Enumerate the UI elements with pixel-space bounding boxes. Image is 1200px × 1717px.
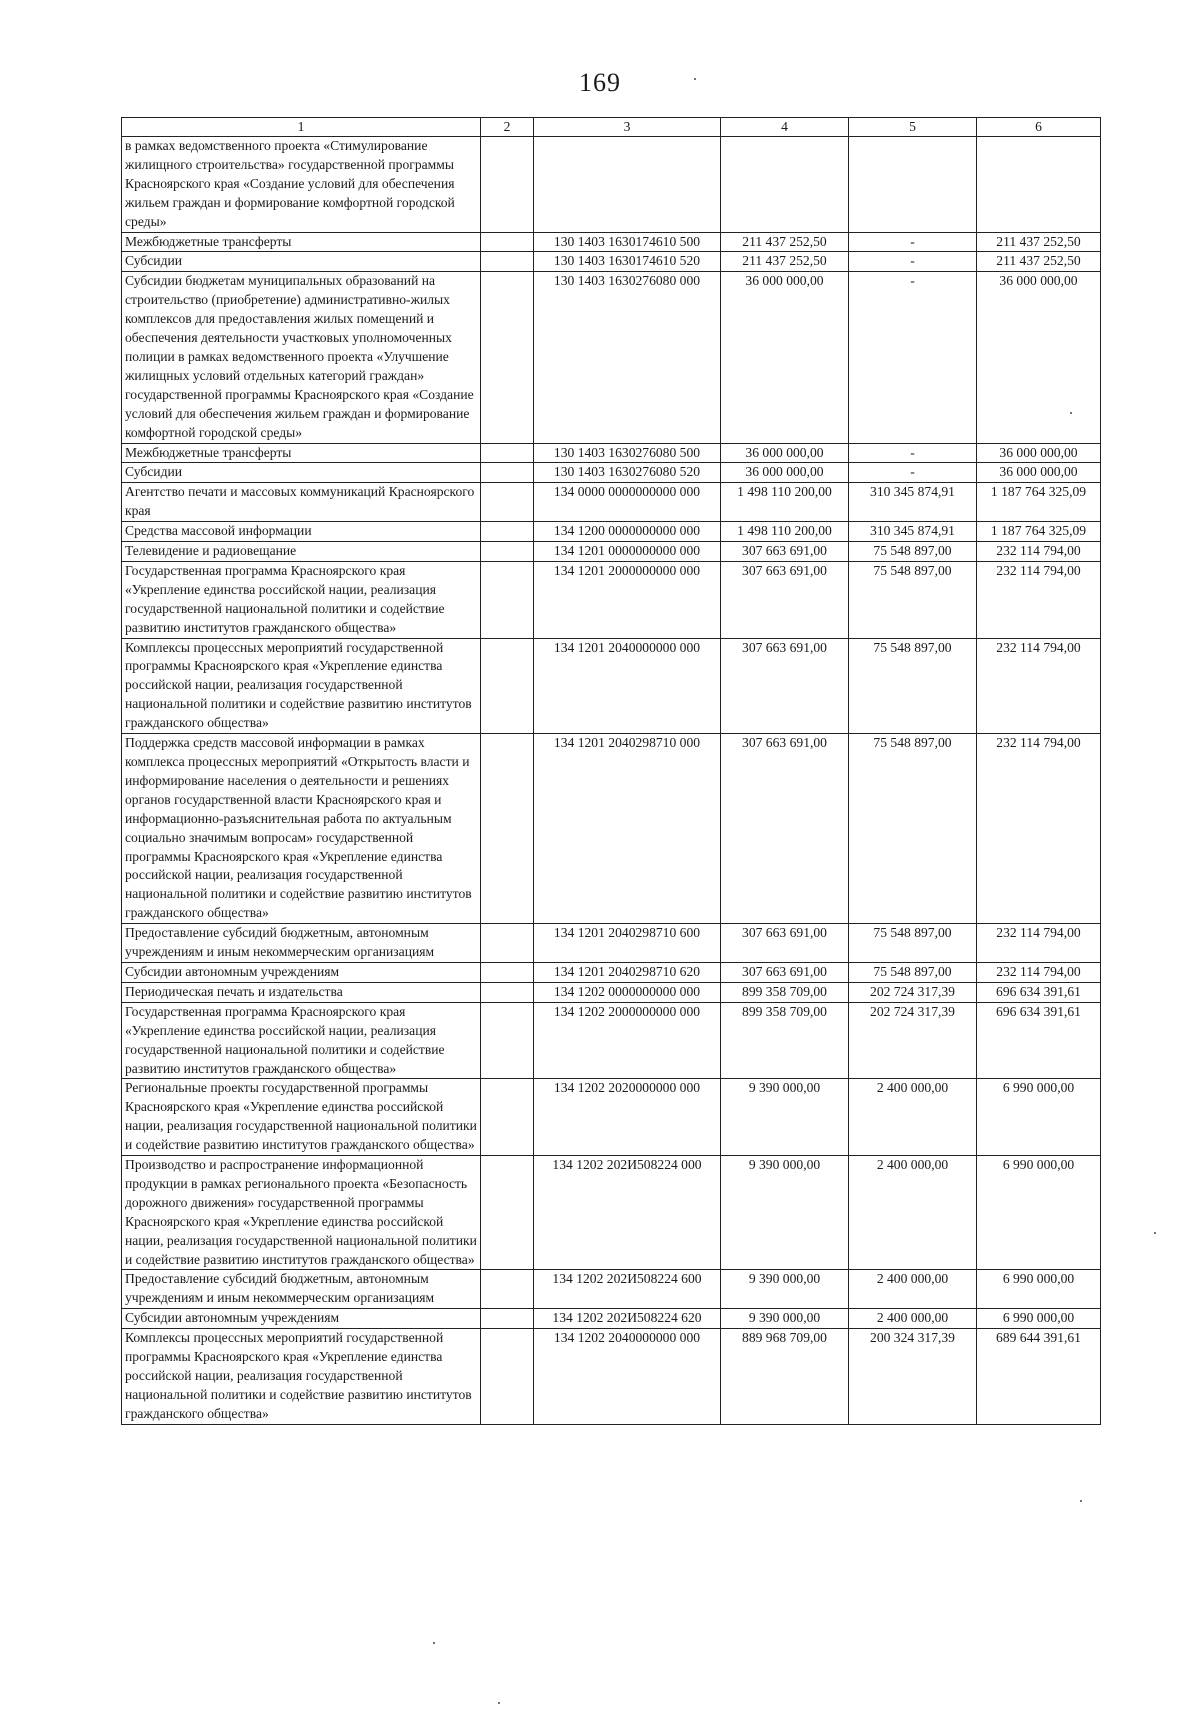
row-amount-column-5-cell: 75 548 897,00 [849,638,977,734]
table-row [122,483,1101,522]
row-amount-column-6-cell: 232 114 794,00 [977,962,1101,982]
row-amount-column-5-cell: - [849,252,977,272]
row-column-2-cell [481,1309,534,1329]
table-row [122,561,1101,638]
row-name-cell: Комплексы процессных мероприятий государственной программы Красноярского края «Укрепление единства российской нации, реализация государственной национальной политики и содействие развитию институтов гражданского общества» [122,638,481,734]
row-amount-column-4-cell: 211 437 252,50 [721,252,849,272]
row-budget-code-cell: 130 1403 1630174610 520 [534,252,721,272]
row-amount-column-4-cell: 307 663 691,00 [721,734,849,924]
row-amount-column-4-cell [721,137,849,233]
row-amount-column-6-cell: 6 990 000,00 [977,1270,1101,1309]
row-column-2-cell [481,1270,534,1309]
row-amount-column-4-cell: 307 663 691,00 [721,924,849,963]
row-column-2-cell [481,272,534,443]
row-budget-code-cell: 134 1200 0000000000 000 [534,522,721,542]
table-row [122,137,1101,233]
row-budget-code-cell: 134 1201 2040298710 620 [534,962,721,982]
row-column-2-cell [481,1002,534,1079]
row-amount-column-5-cell: - [849,443,977,463]
row-budget-code-cell: 134 0000 0000000000 000 [534,483,721,522]
row-amount-column-5-cell: 310 345 874,91 [849,483,977,522]
row-name-cell: Предоставление субсидий бюджетным, автономным учреждениям и иным некоммерческим организациям [122,924,481,963]
row-column-2-cell [481,982,534,1002]
row-budget-code-cell: 134 1202 2040000000 000 [534,1329,721,1425]
scan-speck [694,78,696,80]
row-name-cell: Субсидии [122,252,481,272]
row-amount-column-5-cell: 310 345 874,91 [849,522,977,542]
table-row [122,272,1101,443]
row-amount-column-4-cell: 307 663 691,00 [721,542,849,562]
table-row [122,1002,1101,1079]
table-row [122,252,1101,272]
row-name-cell: Поддержка средств массовой информации в рамках комплекса процессных мероприятий «Открытость власти и информирование населения о деятельности и решениях органов государственной власти Красноярского края и информационно-разъяснительная работа по актуальным социально значимым вопросам» государственной программы Красноярского края «Укрепление единства российской нации, реализация государственной национальной политики и содействие развитию институтов гражданского общества» [122,734,481,924]
table-row [122,1309,1101,1329]
row-amount-column-6-cell: 696 634 391,61 [977,982,1101,1002]
row-name-cell: Телевидение и радиовещание [122,542,481,562]
row-amount-column-4-cell: 307 663 691,00 [721,962,849,982]
column-header-5: 5 [849,118,977,137]
row-amount-column-5-cell: - [849,272,977,443]
row-amount-column-5-cell: 202 724 317,39 [849,982,977,1002]
row-amount-column-4-cell: 9 390 000,00 [721,1270,849,1309]
row-budget-code-cell: 134 1202 2000000000 000 [534,1002,721,1079]
table-row [122,734,1101,924]
row-name-cell: Региональные проекты государственной программы Красноярского края «Укрепление единства российской нации, реализация государственной национальной политики и содействие развитию институтов гражданского общества» [122,1079,481,1156]
row-budget-code-cell: 134 1201 0000000000 000 [534,542,721,562]
row-column-2-cell [481,483,534,522]
row-amount-column-5-cell [849,137,977,233]
page-number: 169 [579,68,621,97]
scan-speck [433,1642,435,1644]
row-amount-column-6-cell: 36 000 000,00 [977,463,1101,483]
row-amount-column-6-cell: 232 114 794,00 [977,924,1101,963]
row-budget-code-cell: 134 1201 2040298710 000 [534,734,721,924]
row-column-2-cell [481,252,534,272]
column-header-3: 3 [534,118,721,137]
row-amount-column-5-cell: 2 400 000,00 [849,1156,977,1270]
table-row [122,1329,1101,1425]
table-row [122,982,1101,1002]
table-row [122,1270,1101,1309]
row-amount-column-5-cell: 75 548 897,00 [849,561,977,638]
row-column-2-cell [481,638,534,734]
row-name-cell: Комплексы процессных мероприятий государственной программы Красноярского края «Укрепление единства российской нации, реализация государственной национальной политики и содействие развитию институтов гражданского общества» [122,1329,481,1425]
row-amount-column-4-cell: 211 437 252,50 [721,232,849,252]
row-amount-column-6-cell: 36 000 000,00 [977,443,1101,463]
row-amount-column-6-cell: 232 114 794,00 [977,542,1101,562]
row-name-cell: в рамках ведомственного проекта «Стимулирование жилищного строительства» государственной программы Красноярского края «Создание условий для обеспечения жильем граждан и формирование комфортной городской среды» [122,137,481,233]
column-header-4: 4 [721,118,849,137]
row-budget-code-cell: 134 1201 2040298710 600 [534,924,721,963]
row-amount-column-4-cell: 307 663 691,00 [721,561,849,638]
row-column-2-cell [481,1329,534,1425]
row-budget-code-cell: 134 1201 2000000000 000 [534,561,721,638]
table-row [122,1156,1101,1270]
row-budget-code-cell: 130 1403 1630276080 000 [534,272,721,443]
row-amount-column-4-cell: 307 663 691,00 [721,638,849,734]
row-amount-column-6-cell: 232 114 794,00 [977,561,1101,638]
row-column-2-cell [481,137,534,233]
row-column-2-cell [481,443,534,463]
row-amount-column-4-cell: 9 390 000,00 [721,1309,849,1329]
row-name-cell: Субсидии [122,463,481,483]
row-amount-column-5-cell: 2 400 000,00 [849,1079,977,1156]
row-name-cell: Субсидии автономным учреждениям [122,962,481,982]
row-name-cell: Межбюджетные трансферты [122,443,481,463]
row-budget-code-cell: 134 1202 202И508224 000 [534,1156,721,1270]
row-amount-column-5-cell: 75 548 897,00 [849,924,977,963]
row-amount-column-6-cell [977,137,1101,233]
row-column-2-cell [481,1156,534,1270]
table-row [122,638,1101,734]
table-row [122,542,1101,562]
table-row [122,463,1101,483]
row-name-cell: Производство и распространение информационной продукции в рамках регионального проекта «Безопасность дорожного движения» государственной программы Красноярского края «Укрепление единства российской нации, реализация государственной национальной политики и содействие развитию институтов гражданского общества» [122,1156,481,1270]
row-amount-column-5-cell: 75 548 897,00 [849,542,977,562]
row-name-cell: Агентство печати и массовых коммуникаций Красноярского края [122,483,481,522]
scan-speck [1070,412,1072,414]
scan-speck [498,1702,500,1704]
row-amount-column-6-cell: 6 990 000,00 [977,1079,1101,1156]
budget-table [121,117,1101,1425]
table-row [122,1079,1101,1156]
row-column-2-cell [481,1079,534,1156]
row-column-2-cell [481,232,534,252]
row-amount-column-6-cell: 211 437 252,50 [977,232,1101,252]
table-row [122,522,1101,542]
row-name-cell: Предоставление субсидий бюджетным, автономным учреждениям и иным некоммерческим организациям [122,1270,481,1309]
table-row [122,232,1101,252]
table-row [122,443,1101,463]
row-column-2-cell [481,924,534,963]
scan-speck [1154,1232,1156,1234]
column-header-2: 2 [481,118,534,137]
table-row [122,924,1101,963]
row-budget-code-cell: 134 1202 202И508224 620 [534,1309,721,1329]
row-budget-code-cell: 130 1403 1630174610 500 [534,232,721,252]
scan-speck [1080,1500,1082,1502]
row-amount-column-4-cell: 9 390 000,00 [721,1156,849,1270]
row-column-2-cell [481,734,534,924]
row-name-cell: Государственная программа Красноярского края «Укрепление единства российской нации, реализация государственной национальной политики и содействие развитию институтов гражданского общества» [122,1002,481,1079]
row-amount-column-5-cell: - [849,463,977,483]
row-amount-column-4-cell: 899 358 709,00 [721,1002,849,1079]
column-header-6: 6 [977,118,1101,137]
row-amount-column-6-cell: 232 114 794,00 [977,734,1101,924]
row-name-cell: Средства массовой информации [122,522,481,542]
row-budget-code-cell [534,137,721,233]
row-amount-column-6-cell: 6 990 000,00 [977,1156,1101,1270]
row-amount-column-4-cell: 9 390 000,00 [721,1079,849,1156]
row-budget-code-cell: 134 1202 2020000000 000 [534,1079,721,1156]
row-amount-column-4-cell: 36 000 000,00 [721,463,849,483]
row-amount-column-6-cell: 6 990 000,00 [977,1309,1101,1329]
row-column-2-cell [481,962,534,982]
row-amount-column-6-cell: 696 634 391,61 [977,1002,1101,1079]
row-amount-column-5-cell: 75 548 897,00 [849,734,977,924]
row-column-2-cell [481,522,534,542]
row-amount-column-6-cell: 232 114 794,00 [977,638,1101,734]
row-name-cell: Субсидии автономным учреждениям [122,1309,481,1329]
row-amount-column-6-cell: 689 644 391,61 [977,1329,1101,1425]
row-name-cell: Государственная программа Красноярского края «Укрепление единства российской нации, реализация государственной национальной политики и содействие развитию институтов гражданского общества» [122,561,481,638]
row-name-cell: Периодическая печать и издательства [122,982,481,1002]
row-amount-column-5-cell: 2 400 000,00 [849,1309,977,1329]
row-budget-code-cell: 130 1403 1630276080 520 [534,463,721,483]
row-column-2-cell [481,463,534,483]
row-amount-column-5-cell: 202 724 317,39 [849,1002,977,1079]
row-amount-column-5-cell: - [849,232,977,252]
row-amount-column-4-cell: 36 000 000,00 [721,443,849,463]
row-amount-column-4-cell: 1 498 110 200,00 [721,483,849,522]
row-amount-column-4-cell: 1 498 110 200,00 [721,522,849,542]
row-budget-code-cell: 134 1202 202И508224 600 [534,1270,721,1309]
row-column-2-cell [481,542,534,562]
row-amount-column-6-cell: 1 187 764 325,09 [977,483,1101,522]
column-header-1: 1 [122,118,481,137]
row-budget-code-cell: 134 1202 0000000000 000 [534,982,721,1002]
row-name-cell: Межбюджетные трансферты [122,232,481,252]
row-amount-column-4-cell: 899 358 709,00 [721,982,849,1002]
row-amount-column-5-cell: 200 324 317,39 [849,1329,977,1425]
table-row [122,962,1101,982]
row-amount-column-6-cell: 1 187 764 325,09 [977,522,1101,542]
row-amount-column-4-cell: 36 000 000,00 [721,272,849,443]
row-column-2-cell [481,561,534,638]
row-name-cell: Субсидии бюджетам муниципальных образований на строительство (приобретение) административно-жилых комплексов для предоставления жилых помещений и обеспечения деятельности участковых уполномоченных полиции в рамках ведомственного проекта «Улучшение жилищных условий отдельных категорий граждан» государственной программы Красноярского края «Создание условий для обеспечения жильем граждан и формирование комфортной городской среды» [122,272,481,443]
row-budget-code-cell: 134 1201 2040000000 000 [534,638,721,734]
row-budget-code-cell: 130 1403 1630276080 500 [534,443,721,463]
row-amount-column-6-cell: 211 437 252,50 [977,252,1101,272]
table-header-row [122,118,1101,137]
row-amount-column-6-cell: 36 000 000,00 [977,272,1101,443]
row-amount-column-4-cell: 889 968 709,00 [721,1329,849,1425]
row-amount-column-5-cell: 75 548 897,00 [849,962,977,982]
row-amount-column-5-cell: 2 400 000,00 [849,1270,977,1309]
